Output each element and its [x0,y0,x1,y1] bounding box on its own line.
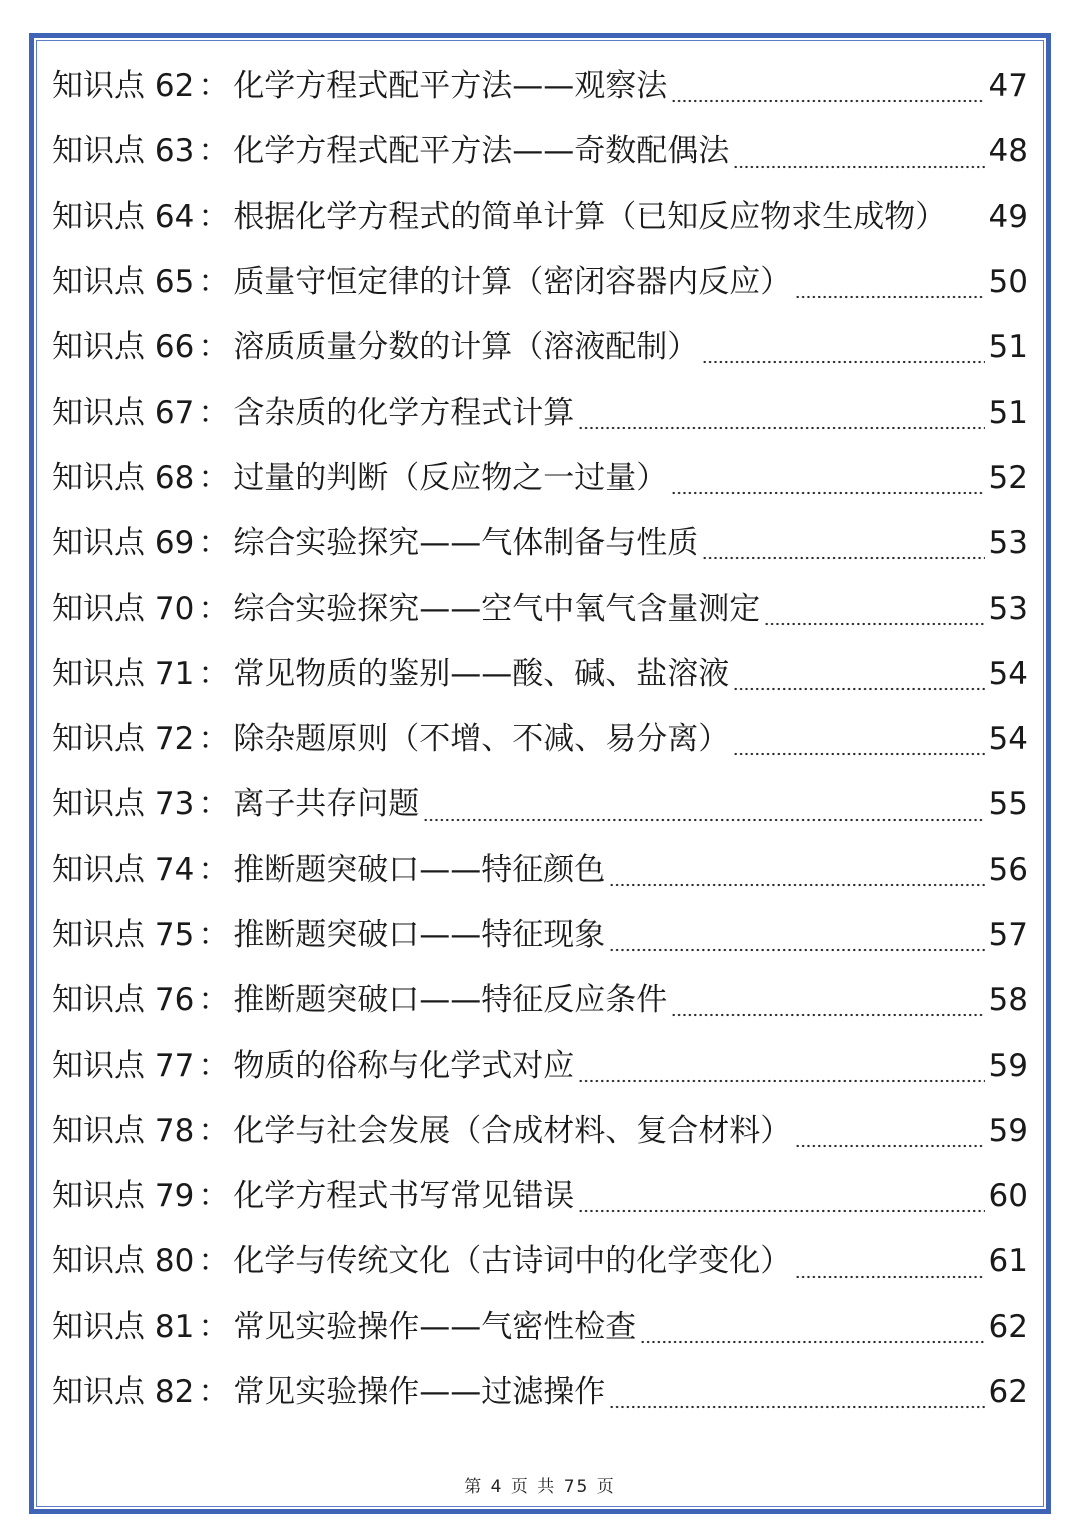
toc-dot-leader [795,295,984,299]
toc-entry-title: 溶质质量分数的计算（溶液配制） [233,329,699,366]
toc-entry-separator: ： [198,655,230,692]
toc-entry-page: 57 [988,917,1028,953]
toc-entry-label: 知识点 73 [52,786,195,823]
toc-entry-page: 48 [988,133,1028,170]
toc-entry[interactable] [52,54,1028,119]
toc-entry-separator: ： [198,525,230,562]
toc-entry-label: 知识点 78 [52,1112,195,1149]
toc-dot-leader [795,1275,984,1279]
toc-entry-label: 知识点 72 [52,721,195,758]
toc-entry[interactable] [52,642,1028,707]
toc-entry-label: 知识点 81 [52,1308,195,1345]
toc-entry-title: 根据化学方程式的简单计算（已知反应物求生成物） [233,198,947,235]
table-of-contents [52,54,1028,1425]
toc-entry[interactable] [52,315,1028,380]
toc-entry[interactable] [52,772,1028,837]
toc-entry-page: 52 [988,459,1028,496]
toc-entry-page: 60 [988,1178,1028,1215]
toc-entry-title: 综合实验探究——气体制备与性质 [233,525,699,562]
page-footer: 第 4 页 共 75 页 [464,1477,616,1497]
toc-entry-title: 综合实验探究——空气中氧气含量测定 [233,590,761,627]
toc-entry-separator: ： [198,198,230,235]
toc-entry-title: 推断题突破口——特征反应条件 [233,982,668,1019]
toc-entry[interactable] [52,380,1028,445]
toc-entry[interactable] [52,119,1028,184]
toc-entry-separator: ： [198,1374,230,1411]
toc-entry-separator: ： [198,917,230,953]
toc-entry-title: 化学方程式配平方法——观察法 [233,68,668,105]
toc-entry-label: 知识点 68 [52,459,195,496]
toc-entry[interactable] [52,446,1028,511]
toc-dot-leader [578,426,984,430]
toc-entry-separator: ： [198,329,230,366]
toc-entry-separator: ： [198,459,230,496]
toc-dot-leader [671,99,984,103]
toc-entry-page: 62 [988,1374,1028,1411]
toc-dot-leader [671,491,984,495]
toc-entry[interactable] [52,707,1028,772]
toc-entry-title: 化学与传统文化（古诗词中的化学变化） [233,1243,792,1280]
toc-entry-title: 物质的俗称与化学式对应 [233,1047,575,1084]
toc-entry-page: 50 [988,264,1028,301]
toc-dot-leader [764,622,984,626]
toc-entry-label: 知识点 69 [52,525,195,562]
toc-dot-leader [671,1013,984,1017]
toc-entry-title: 推断题突破口——特征现象 [233,917,606,953]
toc-entry-page: 51 [988,329,1028,366]
toc-entry-separator: ： [198,394,230,431]
toc-entry[interactable] [52,903,1028,968]
toc-dot-leader [733,752,984,756]
toc-entry-page: 55 [988,786,1028,823]
toc-entry[interactable] [52,1099,1028,1164]
toc-entry-separator: ： [198,982,230,1019]
toc-entry-page: 47 [988,68,1028,105]
toc-entry[interactable] [52,1164,1028,1229]
toc-entry-title: 除杂题原则（不增、不减、易分离） [233,721,730,758]
toc-dot-leader [578,1209,984,1213]
toc-entry-separator: ： [198,133,230,170]
toc-entry-label: 知识点 62 [52,68,195,105]
toc-entry[interactable] [52,1360,1028,1425]
toc-entry-separator: ： [198,721,230,758]
toc-entry-separator: ： [198,851,230,888]
toc-entry-label: 知识点 76 [52,982,195,1019]
toc-entry-label: 知识点 67 [52,394,195,431]
toc-entry-page: 53 [988,525,1028,562]
toc-entry-separator: ： [198,1047,230,1084]
toc-entry-separator: ： [198,1308,230,1345]
toc-entry[interactable] [52,1033,1028,1098]
toc-entry-label: 知识点 75 [52,917,195,953]
toc-entry-page: 56 [988,851,1028,888]
toc-entry[interactable] [52,838,1028,903]
toc-entry-label: 知识点 79 [52,1178,195,1215]
toc-entry-title: 化学方程式书写常见错误 [233,1178,575,1215]
toc-dot-leader [578,1079,984,1083]
toc-entry[interactable] [52,511,1028,576]
toc-entry-label: 知识点 74 [52,851,195,888]
toc-entry-title: 含杂质的化学方程式计算 [233,394,575,431]
toc-entry-label: 知识点 71 [52,655,195,692]
toc-entry-page: 51 [988,394,1028,431]
toc-entry-label: 知识点 80 [52,1243,195,1280]
toc-entry-page: 59 [988,1047,1028,1084]
toc-entry-page: 54 [988,655,1028,692]
toc-entry-label: 知识点 63 [52,133,195,170]
toc-dot-leader [423,818,984,822]
toc-dot-leader [609,1405,984,1409]
toc-entry-separator: ： [198,264,230,301]
toc-entry-page: 53 [988,590,1028,627]
toc-dot-leader [733,165,984,169]
toc-entry[interactable] [52,185,1028,250]
toc-entry-separator: ： [198,1112,230,1149]
toc-entry[interactable] [52,576,1028,641]
toc-dot-leader [609,883,984,887]
toc-entry-title: 常见实验操作——过滤操作 [233,1374,606,1411]
toc-entry-title: 过量的判断（反应物之一过量） [233,459,668,496]
toc-entry[interactable] [52,1229,1028,1294]
toc-entry-separator: ： [198,786,230,823]
toc-entry-title: 化学方程式配平方法——奇数配偶法 [233,133,730,170]
toc-entry-page: 58 [988,982,1028,1019]
toc-entry-separator: ： [198,1243,230,1280]
toc-entry-page: 59 [988,1112,1028,1149]
toc-entry-title: 推断题突破口——特征颜色 [233,851,606,888]
toc-entry-separator: ： [198,590,230,627]
toc-entry-label: 知识点 65 [52,264,195,301]
toc-entry-title: 质量守恒定律的计算（密闭容器内反应） [233,264,792,301]
toc-dot-leader [733,687,984,691]
toc-entry-page: 62 [988,1308,1028,1345]
toc-dot-leader [702,556,984,560]
toc-entry-label: 知识点 64 [52,198,195,235]
toc-entry-title: 常见物质的鉴别——酸、碱、盐溶液 [233,655,730,692]
toc-entry-label: 知识点 77 [52,1047,195,1084]
toc-dot-leader [950,230,984,234]
toc-entry-page: 54 [988,721,1028,758]
toc-entry[interactable] [52,1295,1028,1360]
toc-entry-label: 知识点 66 [52,329,195,366]
toc-entry-title: 化学与社会发展（合成材料、复合材料） [233,1112,792,1149]
toc-dot-leader [609,948,984,952]
toc-entry-page: 49 [988,198,1028,235]
toc-entry[interactable] [52,968,1028,1033]
toc-entry-separator: ： [198,68,230,105]
toc-dot-leader [702,360,984,364]
toc-entry-label: 知识点 82 [52,1374,195,1411]
toc-entry-separator: ： [198,1178,230,1215]
toc-entry[interactable] [52,250,1028,315]
toc-entry-title: 常见实验操作——气密性检查 [233,1308,637,1345]
toc-entry-title: 离子共存问题 [233,786,420,823]
toc-entry-page: 61 [988,1243,1028,1280]
toc-dot-leader [640,1340,984,1344]
toc-entry-label: 知识点 70 [52,590,195,627]
toc-dot-leader [795,1144,984,1148]
